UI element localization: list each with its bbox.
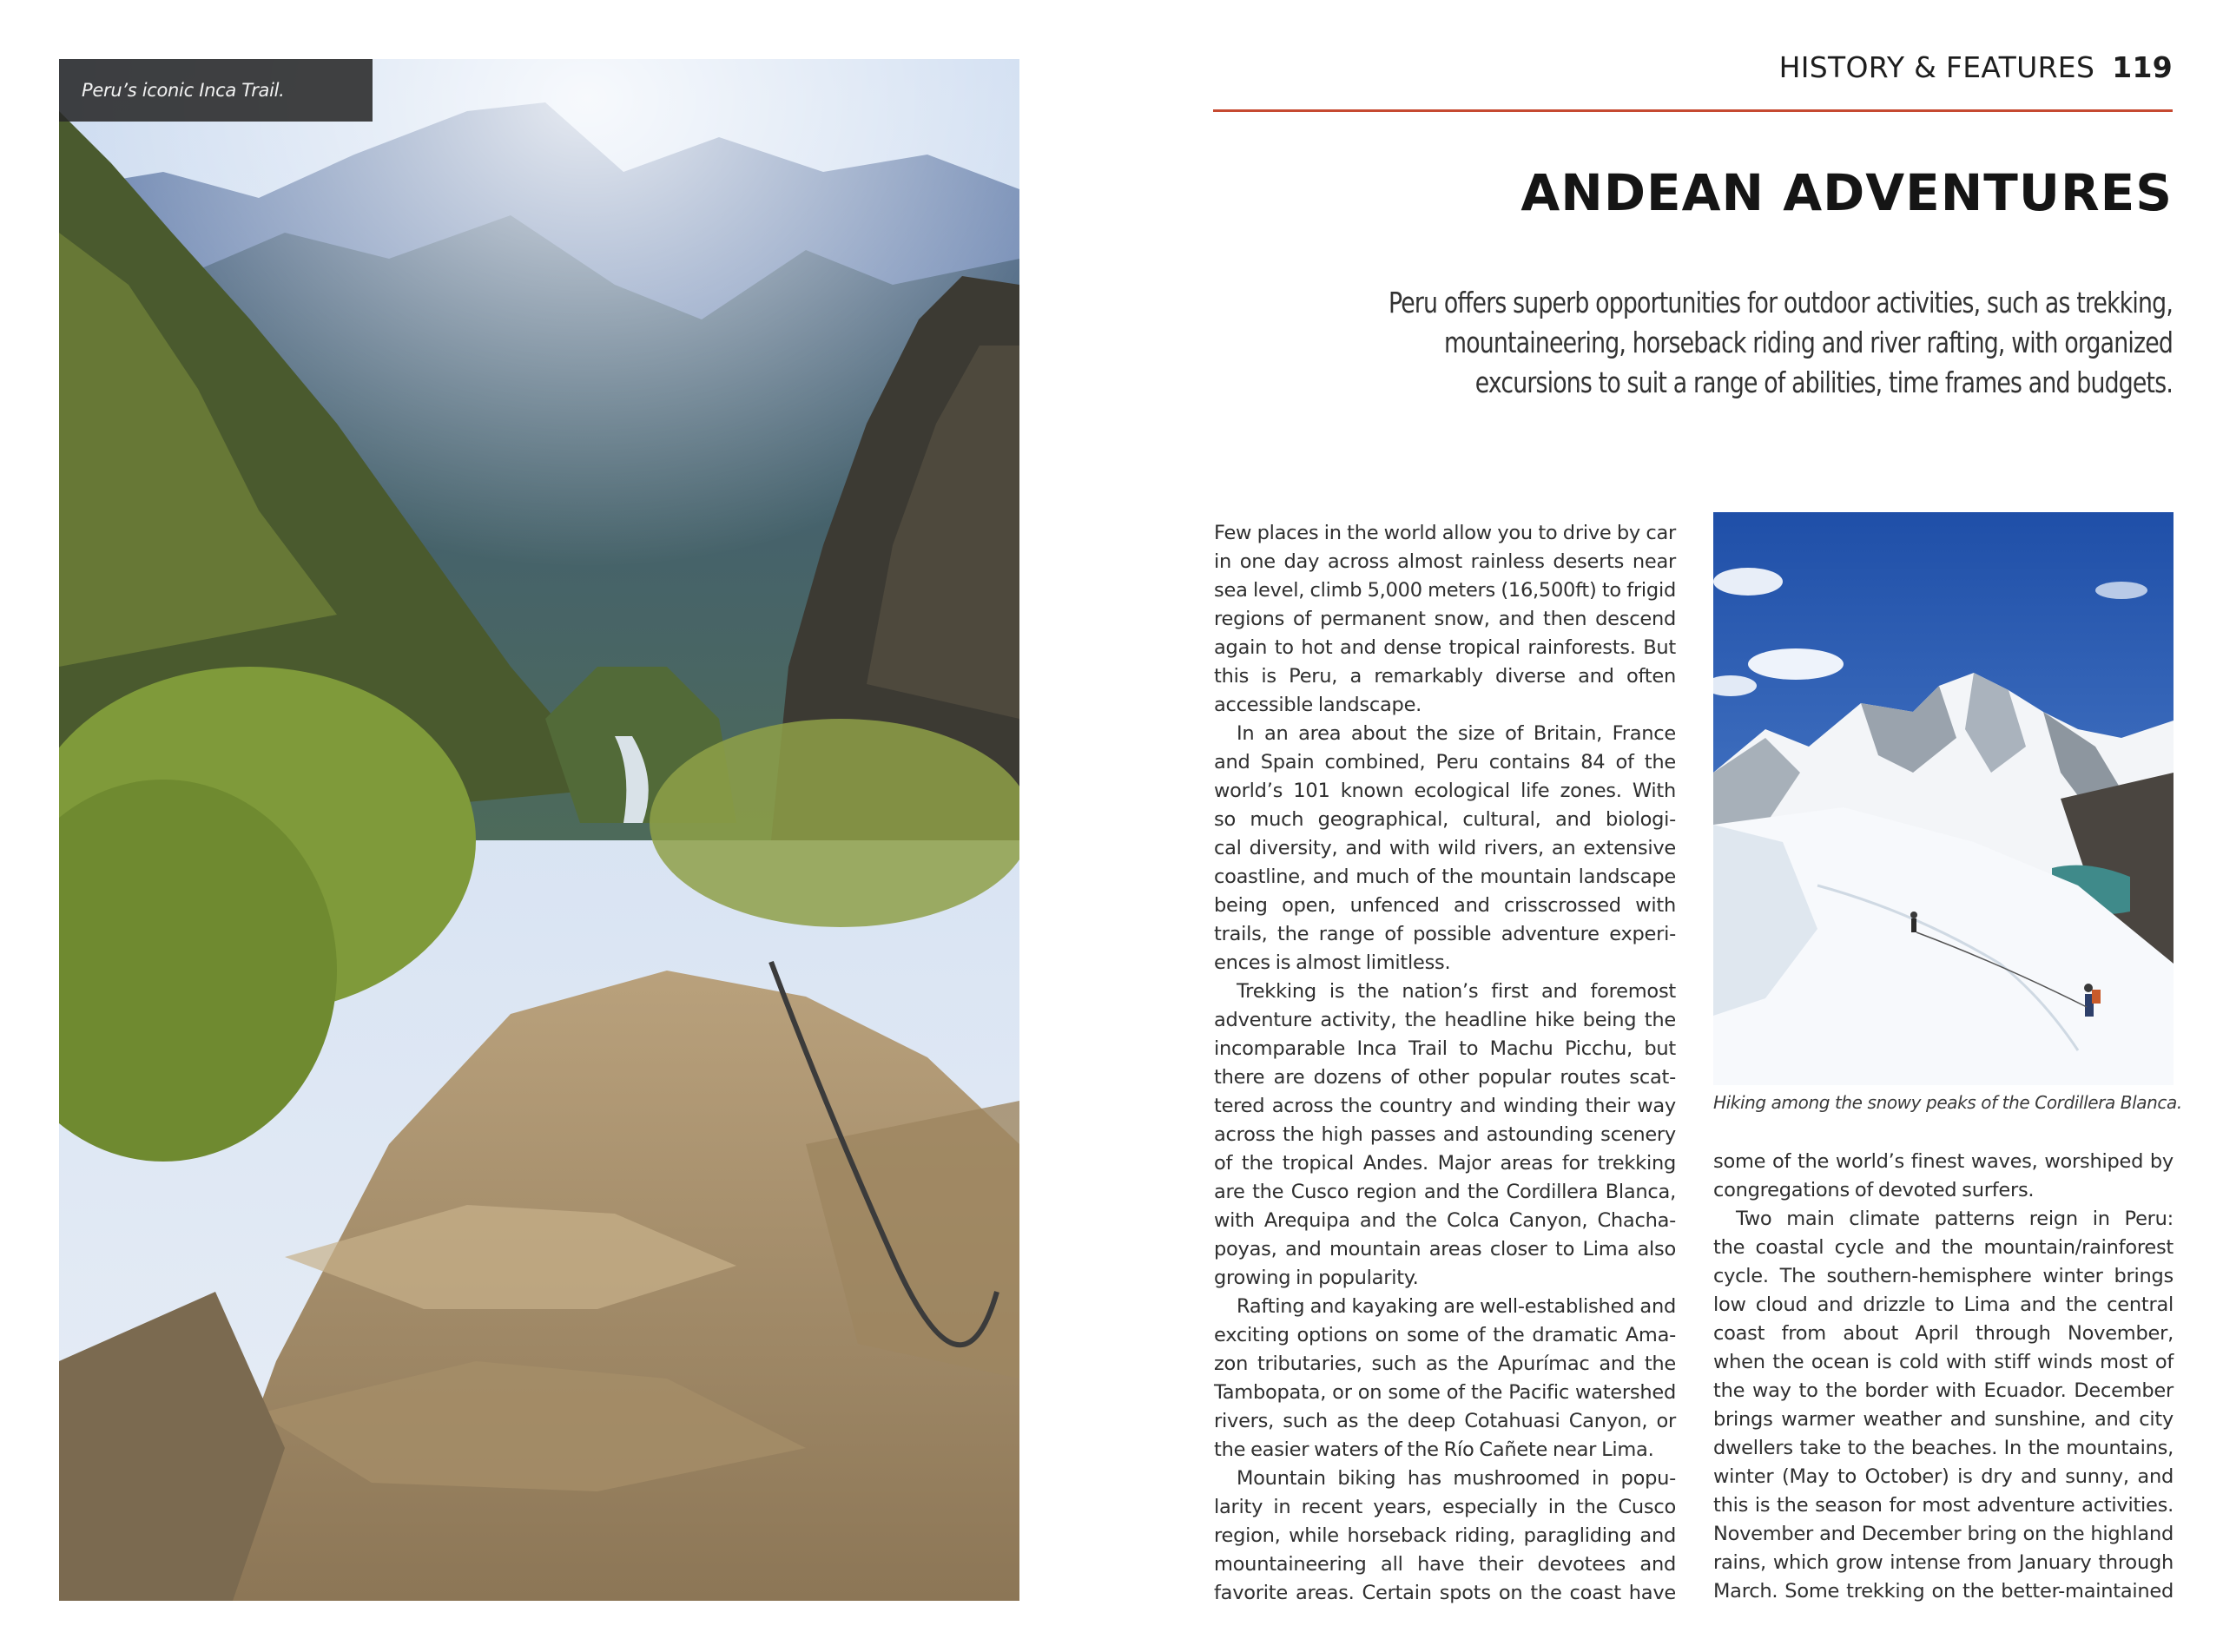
body-line: and Spain combined, Peru contains 84 of the (1214, 751, 1676, 773)
body-line: Two main climate patterns reign in Peru: (1736, 1208, 2174, 1230)
body-line: the easier waters of the Río Cañete near Lima. (1214, 1438, 1654, 1461)
intro-line: excursions to suit a range of abilities, time frames and budgets. (1474, 365, 2173, 399)
snowy-peaks-illustration (1713, 512, 2174, 1085)
body-line: November and December bring on the highland (1713, 1523, 2174, 1545)
body-line: accessible landscape. (1214, 694, 1422, 716)
body-line: rivers, such as the deep Cotahuasi Canyon, or (1214, 1410, 1676, 1432)
body-line: there are dozens of other popular routes scat- (1214, 1066, 1676, 1089)
body-line: low cloud and drizzle to Lima and the central (1713, 1293, 2174, 1316)
body-line: in one day across almost rainless deserts near (1214, 550, 1676, 573)
body-line: again to hot and dense tropical rainforests. But (1214, 636, 1676, 659)
inset-photo-caption: Hiking among the snowy peaks of the Cordillera Blanca. (1713, 1092, 2182, 1113)
body-line: zon tributaries, such as the Apurímac and the (1214, 1353, 1676, 1375)
body-line: with Arequipa and the Colca Canyon, Chacha- (1214, 1209, 1676, 1232)
body-line: this is Peru, a remarkably diverse and often (1214, 665, 1676, 688)
body-column-right (1713, 1148, 2174, 1606)
body-line: rains, which grow intense from January through (1713, 1551, 2174, 1574)
body-line: Tambopata, or on some of the Pacific watershed (1214, 1381, 1676, 1404)
body-line: dwellers take to the beaches. In the mountains, (1713, 1437, 2174, 1459)
body-line: being open, unfenced and crisscrossed with (1214, 894, 1676, 917)
body-line: some of the world’s finest waves, worshiped by (1713, 1150, 2174, 1173)
body-column-left (1214, 519, 1676, 1608)
body-line: so much geographical, cultural, and biologi- (1214, 808, 1676, 831)
body-line: the way to the border with Ecuador. December (1713, 1379, 2174, 1402)
body-line: incomparable Inca Trail to Machu Picchu, but (1214, 1037, 1676, 1060)
photo-caption: Peru’s iconic Inca Trail. (59, 59, 373, 122)
body-line: mountaineering all have their devotees and (1214, 1553, 1676, 1576)
page-number: 119 (2112, 50, 2173, 84)
running-head (1779, 50, 2173, 94)
body-line: larity in recent years, especially in the Cusco (1214, 1496, 1676, 1518)
body-line: trails, the range of possible adventure experi- (1214, 923, 1676, 945)
body-line: when the ocean is cold with stiff winds most of (1713, 1351, 2174, 1373)
body-line: adventure activity, the headline hike being the (1214, 1009, 1676, 1031)
header-rule (1213, 109, 2173, 112)
body-line: Trekking is the nation’s first and foremost (1237, 980, 1676, 1003)
body-line: this is the season for most adventure activities. (1713, 1494, 2174, 1517)
body-line: cal diversity, and with wild rivers, an extensive (1214, 837, 1676, 859)
body-line: winter (May to October) is dry and sunny, and (1713, 1465, 2174, 1488)
body-line: March. Some trekking on the better-maintained (1713, 1580, 2174, 1603)
body-line: poyas, and mountain areas closer to Lima also (1214, 1238, 1676, 1260)
body-line: coastline, and much of the mountain landscape (1214, 865, 1676, 888)
body-line: the coastal cycle and the mountain/rainforest (1713, 1236, 2174, 1259)
body-line: ences is almost limitless. (1214, 951, 1451, 974)
body-line: cycle. The southern-hemisphere winter brings (1713, 1265, 2174, 1287)
inca-trail-illustration (59, 59, 1019, 1601)
body-line: growing in popularity. (1214, 1267, 1419, 1289)
body-line: of the tropical Andes. Major areas for trekking (1214, 1152, 1676, 1175)
body-line: sea level, climb 5,000 meters (16,500ft) to frigid (1214, 579, 1676, 602)
article-title: ANDEAN ADVENTURES (1520, 163, 2173, 222)
body-line: across the high passes and astounding scenery (1214, 1123, 1676, 1146)
intro-line: mountaineering, horseback riding and river rafting, with organized (1444, 326, 2173, 359)
body-line: Rafting and kayaking are well-established and (1237, 1295, 1676, 1318)
body-line: regions of permanent snow, and then descend (1214, 608, 1676, 630)
cordillera-blanca-photo (1713, 512, 2174, 1085)
inca-trail-photo (59, 59, 1019, 1601)
body-line: coast from about April through November, (1713, 1322, 2174, 1345)
body-line: congregations of devoted surfers. (1713, 1179, 2035, 1201)
body-line: Few places in the world allow you to drive by car (1214, 522, 1676, 544)
body-line: world’s 101 known ecological life zones. With (1214, 780, 1676, 802)
body-line: tered across the country and winding their way (1214, 1095, 1676, 1117)
section-name: HISTORY & FEATURES (1778, 50, 2095, 84)
body-line: favorite areas. Certain spots on the coast have (1214, 1582, 1676, 1604)
body-line: Mountain biking has mushroomed in popu- (1237, 1467, 1676, 1490)
body-line: exciting options on some of the dramatic Ama- (1214, 1324, 1676, 1346)
body-line: are the Cusco region and the Cordillera Blanca, (1214, 1181, 1676, 1203)
intro-line: Peru offers superb opportunities for outdoor activities, such as trekking, (1389, 286, 2173, 319)
body-line: brings warmer weather and sunshine, and city (1713, 1408, 2174, 1431)
body-line: region, while horseback riding, paragliding and (1214, 1524, 1676, 1547)
body-line: In an area about the size of Britain, France (1237, 722, 1676, 745)
article-intro (1352, 283, 2173, 403)
